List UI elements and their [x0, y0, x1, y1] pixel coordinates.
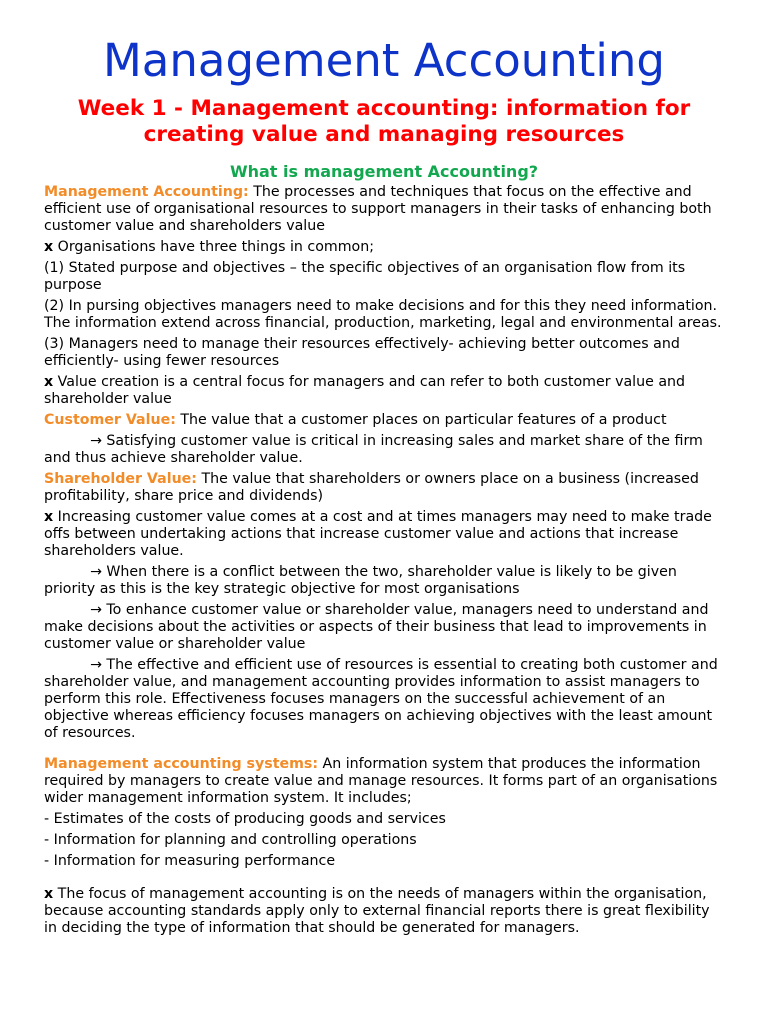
- arrow-icon: →: [90, 657, 102, 673]
- list-item: - Estimates of the costs of producing goods and services: [44, 811, 446, 827]
- x-marker: x: [44, 509, 54, 525]
- bullet-paragraph: [44, 886, 724, 937]
- arrow-point: [44, 602, 724, 653]
- numbered-point-1: (1) Stated purpose and objectives – the specific objectives of an organisation flow from its purpose: [44, 260, 686, 293]
- bullet-paragraph: [44, 374, 724, 408]
- bullet-paragraph: [44, 509, 724, 560]
- term-label: Management Accounting:: [44, 184, 249, 200]
- numbered-point-3: (3) Managers need to manage their resources effectively- achieving better outcomes and efficiently- using fewer resources: [44, 336, 680, 369]
- paragraph-text: Increasing customer value comes at a cost and at times managers may need to make trade offs between undertaking actions that increase customer value and actions that increase shareholders value.: [44, 509, 712, 559]
- term-label: Shareholder Value:: [44, 471, 197, 487]
- term-label: Customer Value:: [44, 412, 176, 428]
- page-title: Management Accounting: [102, 34, 666, 87]
- definition-customer-value: [44, 412, 724, 429]
- term-label: Management accounting systems:: [44, 756, 318, 772]
- definition-text: The processes and techniques that focus on the effective and efficient use of organisational resources to support managers in their tasks of enhancing both customer value and shareholders value: [44, 184, 712, 234]
- arrow-point: [44, 657, 724, 742]
- numbered-point-2: (2) In pursing objectives managers need to make decisions and for this they need information. The information extend across financial, production, marketing, legal and environmental areas.: [44, 298, 722, 331]
- definition-text: The value that a customer places on particular features of a product: [175, 412, 667, 428]
- x-marker: x: [44, 886, 54, 902]
- document-body: [44, 184, 724, 937]
- paragraph-text: Value creation is a central focus for managers and can refer to both customer value and shareholder value: [44, 374, 686, 407]
- paragraph-text: The focus of management accounting is on the needs of managers within the organisation, because accounting standards apply only to external financial reports there is great flexibility in deciding the type of information that should be generated for managers.: [44, 886, 710, 936]
- definition-shareholder-value: [44, 471, 724, 505]
- paragraph-text: When there is a conflict between the two, shareholder value is likely to be given priority as this is the key strategic objective for most organisations: [44, 564, 677, 597]
- paragraph-text: To enhance customer value or shareholder value, managers need to understand and make decisions about the activities or aspects of their business that lead to improvements in customer value or shareholder value: [44, 602, 709, 652]
- definition-management-accounting: [44, 184, 724, 235]
- definition-text: An information system that produces the information required by managers to create value and manage resources. It forms part of an organisations wider management information system. It includes;: [44, 756, 718, 806]
- x-marker: x: [44, 374, 54, 390]
- list-item: - Information for measuring performance: [44, 853, 336, 869]
- section-heading: What is management Accounting?: [229, 162, 539, 181]
- arrow-icon: →: [90, 602, 102, 618]
- definition-management-accounting-systems: [44, 756, 724, 807]
- week-subtitle: Week 1 - Management accounting: information for creating value and managing resources: [77, 96, 691, 147]
- paragraph-text: Organisations have three things in common;: [53, 239, 374, 255]
- paragraph-text: Satisfying customer value is critical in increasing sales and market share of the firm and thus achieve shareholder value.: [44, 433, 703, 466]
- paragraph-text: The effective and efficient use of resources is essential to creating both customer and shareholder value, and management accounting provides information to assist managers to perform this role. Effectiveness focuses managers on the successful achievement of an objective whereas efficiency focuses managers on achieving objectives with the least amount of resources.: [44, 657, 718, 741]
- x-marker: x: [44, 239, 54, 255]
- definition-text: The value that shareholders or owners place on a business (increased profitability, share price and dividends): [44, 471, 699, 504]
- bullet-paragraph: [44, 239, 724, 256]
- arrow-point: [44, 564, 724, 598]
- arrow-point: [44, 433, 724, 467]
- list-item: - Information for planning and controlling operations: [44, 832, 417, 848]
- arrow-icon: →: [90, 433, 102, 449]
- arrow-icon: →: [90, 564, 102, 580]
